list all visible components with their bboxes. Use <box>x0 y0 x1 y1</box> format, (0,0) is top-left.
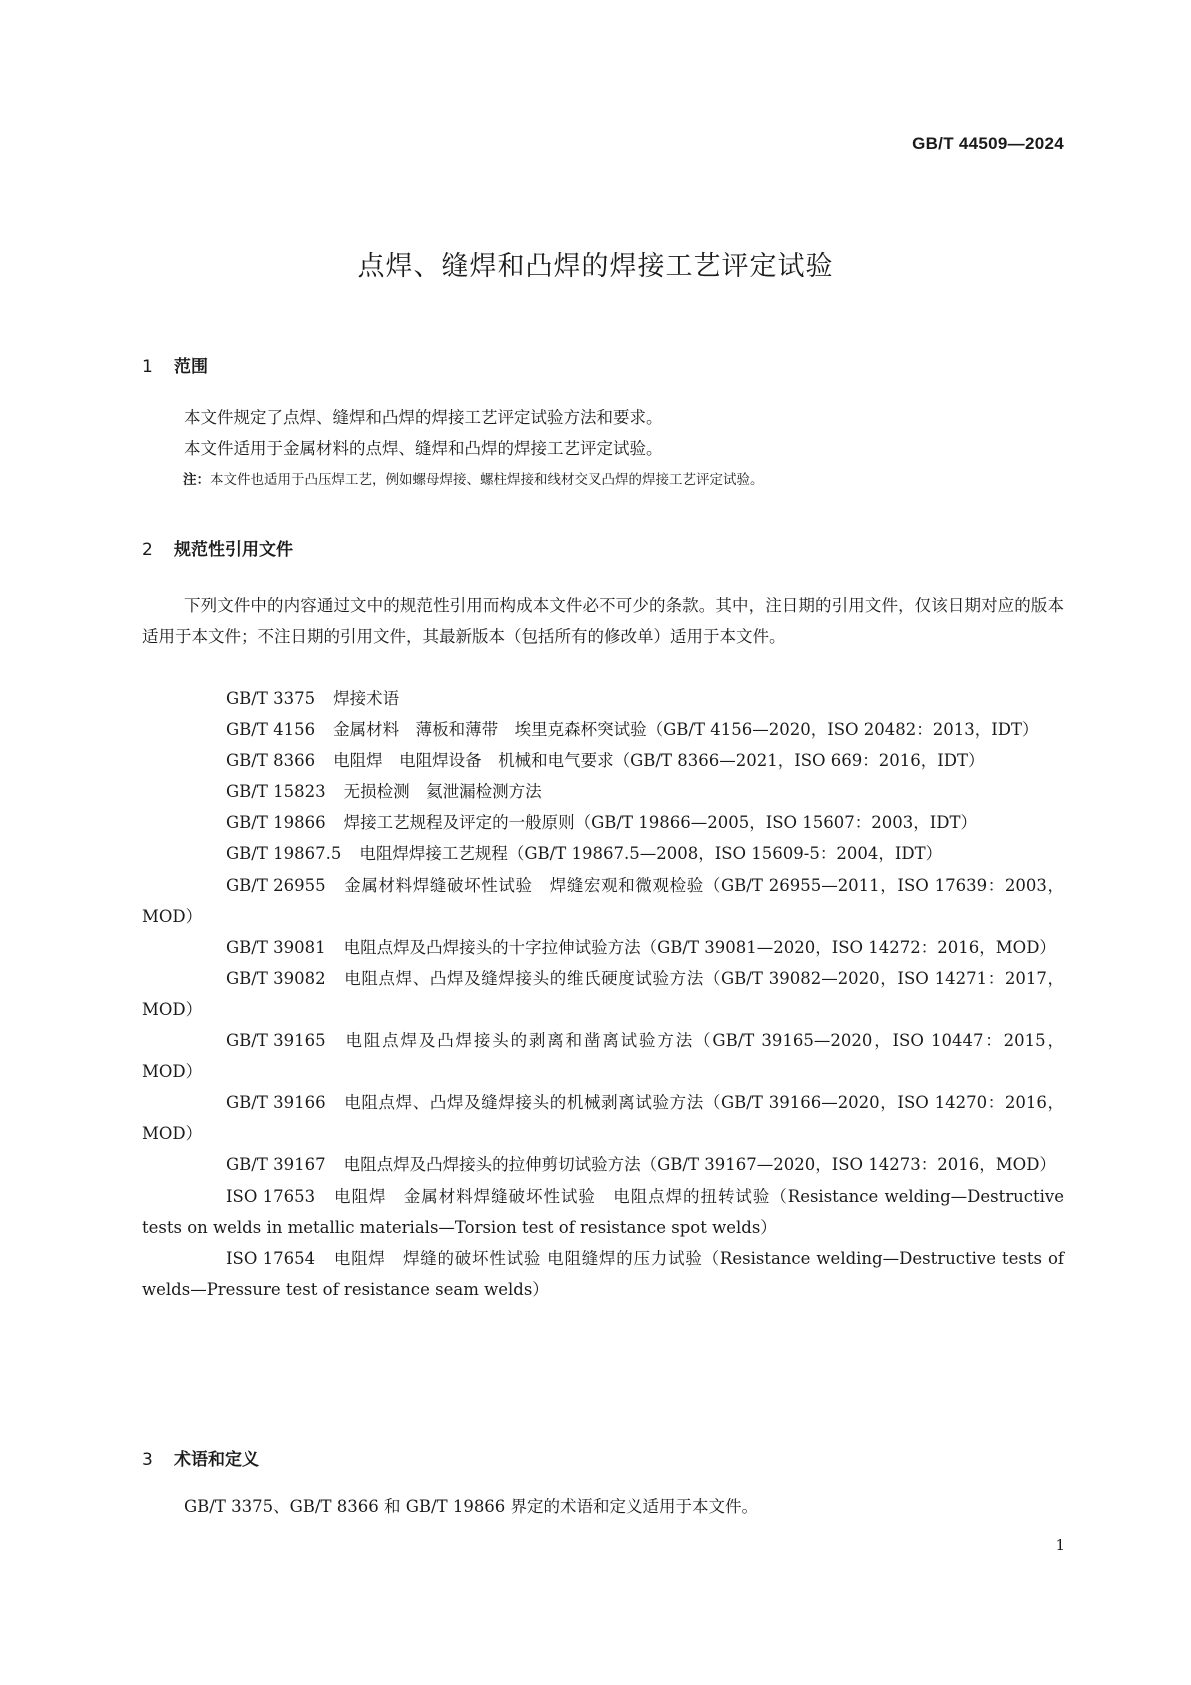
section-heading-terms-and-definitions <box>142 1445 259 1470</box>
reference-item <box>142 932 1064 963</box>
reference-item <box>142 807 1064 838</box>
reference-list <box>142 683 1064 1305</box>
document-title: 点焊、缝焊和凸焊的焊接工艺评定试验 <box>357 251 834 282</box>
reference-title: 焊接术语 <box>333 689 400 708</box>
note-label: 注： <box>183 472 210 488</box>
reference-code: GB/T 39081 <box>226 937 326 957</box>
scope-paragraph: 本文件适用于金属材料的点焊、缝焊和凸焊的焊接工艺评定试验。 <box>184 439 663 458</box>
reference-title: 电阻焊焊接工艺规程（GB/T 19867.5—2008，ISO 15609-5：2004，IDT） <box>359 844 943 864</box>
reference-item <box>142 1243 1064 1305</box>
reference-item <box>142 1149 1064 1180</box>
section-title: 术语和定义 <box>174 1450 259 1470</box>
reference-item <box>142 838 1064 869</box>
reference-code: GB/T 39167 <box>226 1155 326 1175</box>
section-number: 1 <box>142 357 153 377</box>
terms-paragraph <box>142 1491 1064 1522</box>
reference-title: 电阻焊 电阻焊设备 机械和电气要求（GB/T 8366—2021，ISO 669：2016，IDT） <box>333 751 985 771</box>
reference-code: ISO 17654 <box>226 1248 316 1268</box>
section-heading-scope <box>142 352 208 377</box>
section-number: 3 <box>142 1450 153 1470</box>
reference-code: GB/T 19866 <box>226 813 326 833</box>
reference-title: 焊接工艺规程及评定的一般原则（GB/T 19866—2005，ISO 15607：2003，IDT） <box>343 813 978 833</box>
reference-code: GB/T 8366 <box>226 751 316 771</box>
reference-item <box>142 963 1064 1025</box>
scope-note <box>183 470 1063 490</box>
page-number: 1 <box>1055 1536 1065 1554</box>
reference-code: GB/T 4156 <box>226 720 316 740</box>
reference-item <box>142 745 1064 776</box>
reference-title: 电阻焊 金属材料焊缝破坏性试验 电阻点焊的扭转试验（Resistance welding—Destructive tests on welds in metallic materials—Torsion test of resistance spot welds） <box>142 1186 1064 1237</box>
reference-item <box>142 870 1064 932</box>
reference-title: 无损检测 氦泄漏检测方法 <box>343 782 542 802</box>
reference-code: GB/T 15823 <box>226 782 326 802</box>
note-text: 本文件也适用于凸压焊工艺，例如螺母焊接、螺柱焊接和线材交叉凸焊的焊接工艺评定试验。 <box>210 472 764 488</box>
reference-code: ISO 17653 <box>226 1186 316 1206</box>
reference-item <box>142 1087 1064 1149</box>
reference-title: 电阻点焊及凸焊接头的剥离和凿离试验方法（GB/T 39165—2020，ISO 10447：2015，MOD） <box>142 1031 1064 1082</box>
reference-title: 电阻点焊及凸焊接头的十字拉伸试验方法（GB/T 39081—2020，ISO 14272：2016，MOD） <box>343 937 1056 957</box>
reference-item <box>142 1025 1064 1087</box>
terms-text: GB/T 3375、GB/T 8366 和 GB/T 19866 界定的术语和定义适用于本文件。 <box>184 1497 759 1516</box>
scope-paragraph: 本文件规定了点焊、缝焊和凸焊的焊接工艺评定试验方法和要求。 <box>184 408 663 427</box>
reference-title: 电阻点焊及凸焊接头的拉伸剪切试验方法（GB/T 39167—2020，ISO 14273：2016，MOD） <box>343 1155 1056 1175</box>
reference-code: GB/T 39082 <box>226 968 326 988</box>
reference-item <box>142 1181 1064 1243</box>
section-heading-normative-references <box>142 535 293 560</box>
reference-title: 电阻焊 焊缝的破坏性试验 电阻缝焊的压力试验（Resistance welding—Destructive tests of welds—Pressure test of resistance seam welds） <box>142 1248 1064 1299</box>
reference-code: GB/T 26955 <box>226 875 326 895</box>
reference-code: GB/T 3375 <box>226 689 316 708</box>
reference-code: GB/T 39165 <box>226 1031 326 1051</box>
reference-title: 电阻点焊、凸焊及缝焊接头的维氏硬度试验方法（GB/T 39082—2020，ISO 14271：2017，MOD） <box>142 968 1064 1019</box>
reference-item <box>142 683 1064 714</box>
normative-intro-text: 下列文件中的内容通过文中的规范性引用而构成本文件必不可少的条款。其中，注日期的引用文件，仅该日期对应的版本适用于本文件；不注日期的引用文件，其最新版本（包括所有的修改单）适用于本文件。 <box>142 596 1064 646</box>
scope-paragraphs <box>142 402 1064 464</box>
reference-item <box>142 776 1064 807</box>
reference-title: 电阻点焊、凸焊及缝焊接头的机械剥离试验方法（GB/T 39166—2020，ISO 14270：2016，MOD） <box>142 1093 1064 1144</box>
section-number: 2 <box>142 540 153 560</box>
standard-code: GB/T 44509—2024 <box>912 134 1064 153</box>
reference-code: GB/T 19867.5 <box>226 844 342 864</box>
reference-code: GB/T 39166 <box>226 1093 326 1113</box>
section-title: 范围 <box>174 357 208 377</box>
reference-title: 金属材料 薄板和薄带 埃里克森杯突试验（GB/T 4156—2020，ISO 20482：2013，IDT） <box>333 720 1039 740</box>
normative-intro <box>142 590 1064 652</box>
section-title: 规范性引用文件 <box>174 540 293 560</box>
reference-title: 金属材料焊缝破坏性试验 焊缝宏观和微观检验（GB/T 26955—2011，ISO 17639：2003，MOD） <box>142 875 1064 926</box>
reference-item <box>142 714 1064 745</box>
